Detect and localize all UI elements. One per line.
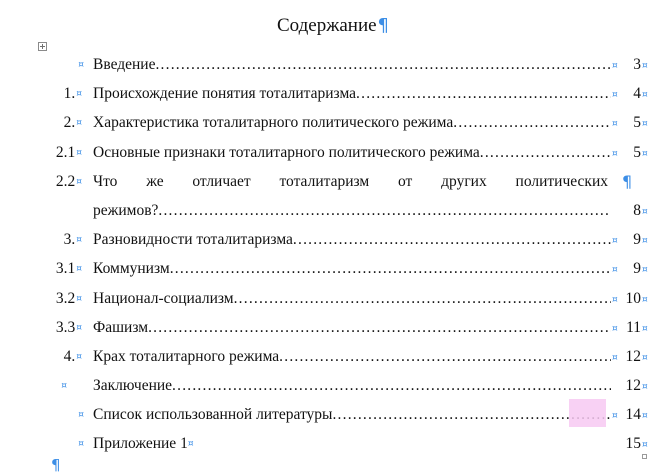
toc-row-title[interactable]: Список использованной литературы ..... (93, 406, 611, 424)
cell-marker-icon: ¤ (76, 235, 82, 246)
toc-row-number: 2.2¤ (55, 172, 82, 190)
cell-marker-icon: ¤ (612, 61, 618, 71)
toc-row-number: 3.3¤ (55, 318, 82, 336)
toc-row-number: 3.1¤ (55, 260, 82, 278)
toc-row-title[interactable]: Происхождение понятия тоталитаризма ..... (93, 85, 611, 103)
toc-row-page: 15 (625, 435, 641, 453)
toc-row-title[interactable]: Разновидности тоталитаризма ..... (93, 231, 611, 249)
toc-row-title[interactable]: Приложение 1¤ (93, 435, 194, 453)
toc-row-number (40, 435, 84, 453)
cell-marker-icon: ¤ (642, 294, 648, 305)
paragraph-mark-icon: ¶ (51, 456, 61, 474)
cell-marker-icon: ¤ (642, 323, 648, 334)
cell-marker-icon: ¤ (76, 118, 82, 129)
toc-row[interactable] (0, 400, 666, 429)
toc-row-title-line1[interactable]: Что же отличает тоталитаризм от других политических (93, 172, 608, 190)
cell-marker-icon: ¤ (642, 382, 648, 393)
cell-marker-icon: ¤ (187, 439, 194, 450)
toc-row-page: 14 (625, 406, 641, 424)
dot-leader (480, 144, 611, 162)
cell-marker-icon: ¤ (76, 351, 82, 362)
cell-marker-icon: ¤ (642, 440, 648, 451)
toc-row-number (40, 56, 84, 74)
cell-marker-icon: ¤ (76, 176, 82, 187)
toc-row-page: 5 (633, 143, 641, 161)
toc-row[interactable] (0, 313, 666, 342)
toc-row-page: 11 (626, 318, 641, 336)
toc-row-title-line2[interactable]: режимов? ..... (93, 202, 611, 220)
toc-row-page: 4 (633, 85, 641, 103)
dot-leader (356, 85, 611, 103)
toc-row[interactable] (0, 167, 666, 225)
toc-row-page: 12 (625, 347, 641, 365)
dot-leader (172, 377, 611, 395)
cell-marker-icon: ¤ (76, 264, 82, 275)
dot-leader (158, 202, 611, 220)
dot-leader (279, 348, 611, 366)
cell-marker-icon: ¤ (642, 411, 648, 422)
toc-row[interactable] (0, 254, 666, 283)
toc-row[interactable] (0, 225, 666, 254)
toc-row[interactable] (0, 342, 666, 371)
cell-marker-icon: ¤ (642, 148, 648, 159)
toc-row-number: 2.¤ (63, 114, 82, 132)
toc-row-number: 3.2¤ (55, 289, 82, 307)
toc-row-title[interactable]: Характеристика тоталитарного политического режима ..... (93, 114, 611, 132)
cell-marker-icon: ¤ (642, 61, 648, 71)
cell-marker-icon: ¤ (612, 236, 618, 247)
dot-leader (293, 231, 611, 249)
toc-row[interactable] (0, 108, 666, 137)
cell-marker-icon: ¤ (612, 294, 618, 305)
toc-row-page: 3 (633, 56, 641, 73)
paragraph-mark-icon: ¶ (622, 171, 633, 191)
cell-marker-icon: ¤ (78, 60, 84, 70)
toc-row-number: 1.¤ (63, 85, 82, 103)
toc-row-number (34, 377, 67, 395)
toc-row-title[interactable]: Основные признаки тоталитарного политического режима ..... (93, 144, 611, 162)
toc-row[interactable] (0, 284, 666, 313)
cell-marker-icon: ¤ (612, 352, 618, 363)
dot-leader (234, 290, 611, 308)
cell-marker-icon: ¤ (76, 322, 82, 333)
cell-marker-icon: ¤ (642, 119, 648, 130)
dot-leader (155, 56, 611, 74)
table-of-contents (0, 50, 666, 459)
text-highlight (569, 399, 606, 427)
toc-row-title[interactable]: Коммунизм ..... (93, 260, 611, 278)
toc-row[interactable] (0, 371, 666, 400)
cell-marker-icon: ¤ (642, 352, 648, 363)
cell-marker-icon: ¤ (612, 119, 618, 130)
toc-row[interactable] (0, 50, 666, 79)
cell-marker-icon: ¤ (642, 236, 648, 247)
cell-marker-icon: ¤ (642, 206, 648, 217)
dot-leader (453, 114, 611, 132)
cell-marker-icon: ¤ (78, 410, 84, 421)
cell-marker-icon: ¤ (642, 265, 648, 276)
toc-row[interactable] (0, 79, 666, 108)
paragraph-mark-icon: ¶ (377, 15, 389, 36)
toc-row-number: 4.¤ (63, 347, 82, 365)
toc-row-title[interactable]: Введение ..... (93, 56, 611, 74)
toc-row-title[interactable]: Заключение ..... (93, 377, 611, 395)
cell-marker-icon: ¤ (612, 265, 618, 276)
cell-marker-icon: ¤ (642, 90, 648, 101)
dot-leader (148, 319, 611, 337)
toc-heading (0, 14, 666, 38)
cell-marker-icon: ¤ (76, 89, 82, 100)
toc-row-number (40, 406, 84, 424)
toc-row-page: 9 (633, 231, 641, 249)
toc-row-title[interactable]: Национал-социализм ..... (93, 290, 611, 308)
toc-row-number: 2.1¤ (55, 143, 82, 161)
cell-marker-icon: ¤ (76, 293, 82, 304)
cell-marker-icon: ¤ (61, 381, 67, 392)
cell-marker-icon: ¤ (78, 439, 84, 450)
table-resize-handle-icon[interactable] (642, 454, 647, 459)
toc-heading-text: Содержание (276, 15, 377, 36)
toc-row-page: 10 (625, 289, 641, 307)
toc-row-page: 12 (625, 377, 641, 395)
cell-marker-icon: ¤ (612, 90, 618, 101)
dot-leader (170, 260, 611, 278)
toc-row-title[interactable]: Крах тоталитарного режима ..... (93, 348, 611, 366)
cell-marker-icon: ¤ (76, 147, 82, 158)
toc-row[interactable] (0, 429, 666, 458)
toc-row-title[interactable]: Фашизм ..... (93, 319, 611, 337)
toc-row-page: 8 (633, 201, 641, 219)
toc-row-number: 3.¤ (63, 231, 82, 249)
toc-row-page: 5 (633, 114, 641, 132)
cell-marker-icon: ¤ (612, 411, 618, 422)
cell-marker-icon: ¤ (612, 323, 618, 334)
cell-marker-icon: ¤ (612, 148, 618, 159)
toc-row-page: 9 (633, 260, 641, 278)
toc-row[interactable] (0, 138, 666, 167)
